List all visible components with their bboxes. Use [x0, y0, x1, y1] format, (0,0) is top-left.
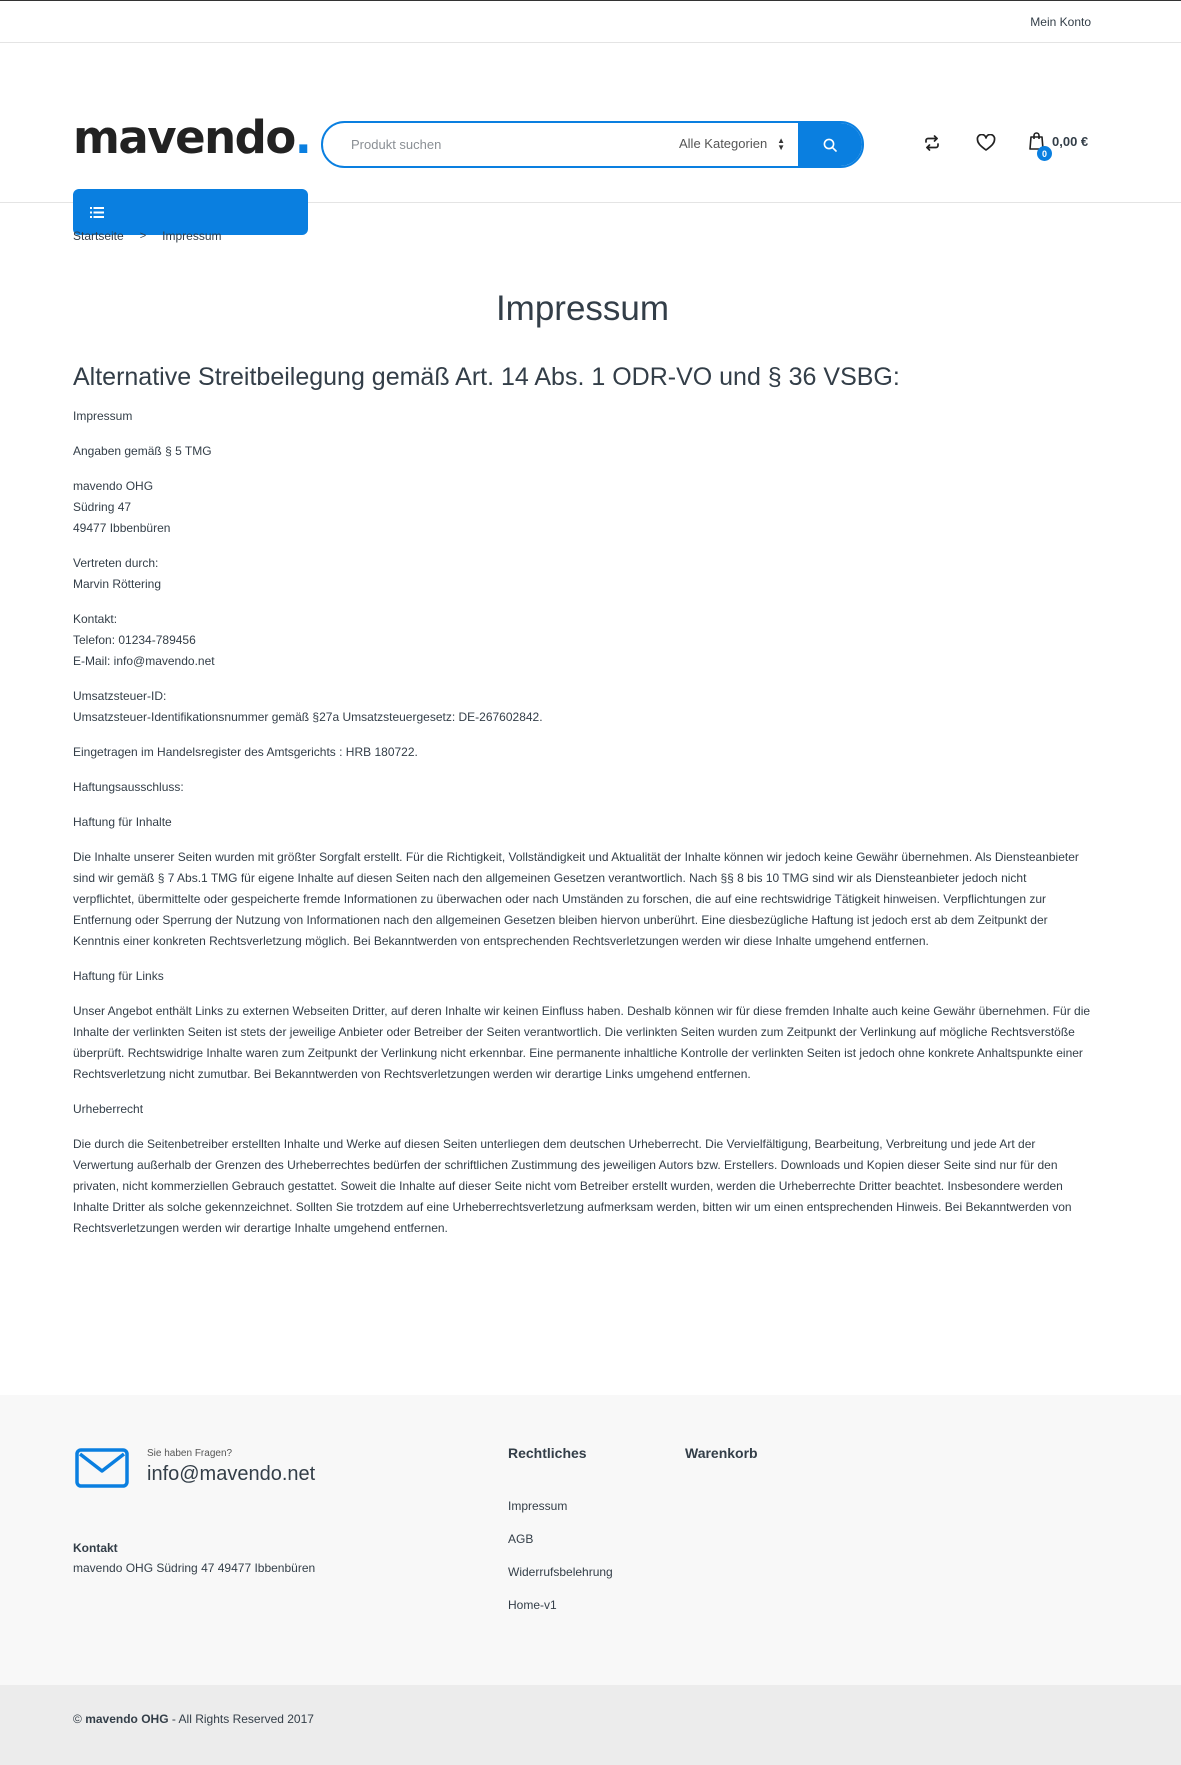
footer-link-home[interactable]: Home-v1	[508, 1598, 557, 1612]
category-select-value: Alle Kategorien	[679, 136, 768, 151]
phone: Telefon: 01234-789456	[73, 633, 196, 647]
search-input[interactable]	[323, 123, 653, 166]
site-header	[0, 43, 1181, 203]
copyright-text: Die durch die Seitenbetreiber erstellten Inhalte und Werke auf diesen Seiten unterliegen dem deutschen Urheberrecht. Die Vervielfältigung, Bearbeitung, Verbreitung und jede Art der Verwertung außerhalb der Grenzen des Urheberrechtes bedürfen der schriftlichen Zustimmung des jeweiligen Autors bzw. Erstellers. Downloads und Kopien dieser Seite sind nur für den privaten, nicht kommerziellen Gebrauch gestattet. Soweit die Inhalte auf dieser Seite nicht vom Betreiber erstellt wurden, werden die Urheberrechte Dritter beachtet. Insbesondere werden Inhalte Dritter als solche gekennzeichnet. Sollten Sie trotzdem auf eine Urheberrechtsverletzung aufmerksam werden, bitten wir um einen entsprechenden Hinweis. Bei Bekanntwerden von Rechtsverletzungen werden wir derartige Inhalte umgehend entfernen.	[73, 1137, 1072, 1235]
content-heading: Alternative Streitbeilegung gemäß Art. 14 Abs. 1 ODR-VO und § 36 VSBG:	[73, 363, 900, 391]
contact-label: Kontakt:	[73, 612, 118, 626]
vat-label: Umsatzsteuer-ID:	[73, 689, 167, 703]
copyright-text-line	[73, 1712, 314, 1726]
representative-label: Vertreten durch:	[73, 556, 159, 570]
liability-links-title: Haftung für Links	[73, 969, 164, 983]
impressum-label: Impressum	[73, 409, 133, 423]
page-title: Impressum	[495, 289, 670, 328]
vat-block	[73, 686, 1091, 728]
footer-legal-links	[508, 1498, 613, 1630]
liability-content-title: Haftung für Inhalte	[73, 815, 172, 829]
street: Südring 47	[73, 500, 132, 514]
liability-content-text: Die Inhalte unserer Seiten wurden mit größter Sorgfalt erstellt. Für die Richtigkeit, Vollständigkeit und Aktualität der Inhalte können wir jedoch keine Gewähr übernehmen. Als Diensteanbieter sind wir gemäß § 7 Abs.1 TMG für eigene Inhalte auf diesen Seiten nach den allgemeinen Gesetzen verantwortlich. Nach §§ 8 bis 10 TMG sind wir als Diensteanbieter jedoch nicht verpflichtet, übermittelte oder gespeicherte fremde Informationen zu überwachen oder nach Umständen zu forschen, die auf eine rechtswidrige Tätigkeit hinweisen. Verpflichtungen zur Entfernung oder Sperrung der Nutzung von Informationen nach den allgemeinen Gesetzen bleiben hiervon unberührt. Eine diesbezügliche Haftung ist jedoch erst ab dem Zeitpunkt der Kenntnis einer konkreten Rechtsverletzung möglich. Bei Bekanntwerden von entsprechenden Rechtsverletzungen werden wir diese Inhalte umgehend entfernen.	[73, 850, 1079, 948]
breadcrumb-current: Impressum	[162, 229, 222, 243]
site-footer	[0, 1395, 1181, 1685]
select-caret-icon: ▲ ▼	[777, 136, 785, 151]
copyright-title: Urheberrecht	[73, 1102, 144, 1116]
footer-link-agb[interactable]: AGB	[508, 1532, 534, 1546]
menu-list-icon	[90, 207, 104, 218]
breadcrumb-home[interactable]: Startseite	[73, 229, 124, 243]
search-button[interactable]	[798, 123, 862, 166]
cart-count-badge: 0	[1037, 146, 1052, 161]
representative-name: Marvin Röttering	[73, 577, 162, 591]
disclaimer-label: Haftungsausschluss:	[73, 780, 184, 794]
page-content	[73, 360, 1091, 1253]
logo-dot: .	[294, 111, 311, 164]
logo-text: mavendo	[73, 111, 295, 164]
compare-icon	[923, 134, 941, 152]
breadcrumb-separator: >	[139, 230, 147, 242]
register-text: Eingetragen im Handelsregister des Amtsgerichts : HRB 180722.	[73, 745, 418, 759]
envelope-icon	[75, 1448, 129, 1488]
footer-email[interactable]: info@mavendo.net	[147, 1463, 316, 1485]
search-bar	[321, 121, 864, 168]
company-name: mavendo OHG	[73, 479, 154, 493]
copyright-suffix: - All Rights Reserved 2017	[168, 1712, 314, 1726]
copyright-prefix: ©	[73, 1712, 86, 1726]
footer-cart-title: Warenkorb	[685, 1445, 758, 1461]
copyright-bar	[0, 1685, 1181, 1765]
compare-button[interactable]	[923, 134, 941, 152]
representative-block	[73, 553, 1091, 595]
footer-link-impressum[interactable]: Impressum	[508, 1499, 568, 1513]
category-select[interactable]	[679, 136, 789, 151]
footer-legal-title: Rechtliches	[508, 1445, 587, 1461]
email: E-Mail: info@mavendo.net	[73, 654, 215, 668]
angaben-label: Angaben gemäß § 5 TMG	[73, 444, 212, 458]
my-account-link[interactable]: Mein Konto	[1030, 15, 1091, 29]
liability-links-text: Unser Angebot enthält Links zu externen Webseiten Dritter, auf deren Inhalte wir keinen Einfluss haben. Deshalb können wir für diese fremden Inhalte auch keine Gewähr übernehmen. Für die Inhalte der verlinkten Seiten ist stets der jeweilige Anbieter oder Betreiber der Seiten verantwortlich. Die verlinkten Seiten wurden zum Zeitpunkt der Verlinkung auf mögliche Rechtsverstöße überprüft. Rechtswidrige Inhalte waren zum Zeitpunkt der Verlinkung nicht erkennbar. Eine permanente inhaltliche Kontrolle der verlinkten Seiten ist jedoch ohne konkrete Anhaltspunkte einer Rechtsverletzung nicht zumutbar. Bei Bekanntwerden von Rechtsverletzungen werden wir derartige Links umgehend entfernen.	[73, 1004, 1091, 1081]
address-block	[73, 476, 1091, 539]
city: 49477 Ibbenbüren	[73, 521, 171, 535]
heart-icon	[976, 134, 996, 152]
footer-contact-title: Kontakt	[73, 1541, 118, 1555]
breadcrumb	[73, 229, 221, 243]
footer-link-widerruf[interactable]: Widerrufsbelehrung	[508, 1565, 613, 1579]
copyright-brand: mavendo OHG	[85, 1712, 169, 1726]
contact-block	[73, 609, 1091, 672]
cart-button[interactable]	[1028, 131, 1089, 159]
search-icon	[823, 138, 837, 152]
cart-total: 0,00 €	[1052, 133, 1089, 149]
footer-contact-text: mavendo OHG Südring 47 49477 Ibbenbüren	[73, 1561, 316, 1575]
top-bar	[0, 0, 1181, 43]
vat-text: Umsatzsteuer-Identifikationsnummer gemäß §27a Umsatzsteuergesetz: DE-267602842.	[73, 710, 543, 724]
logo[interactable]	[73, 111, 311, 164]
wishlist-button[interactable]	[976, 134, 996, 152]
question-label: Sie haben Fragen?	[147, 1448, 233, 1459]
